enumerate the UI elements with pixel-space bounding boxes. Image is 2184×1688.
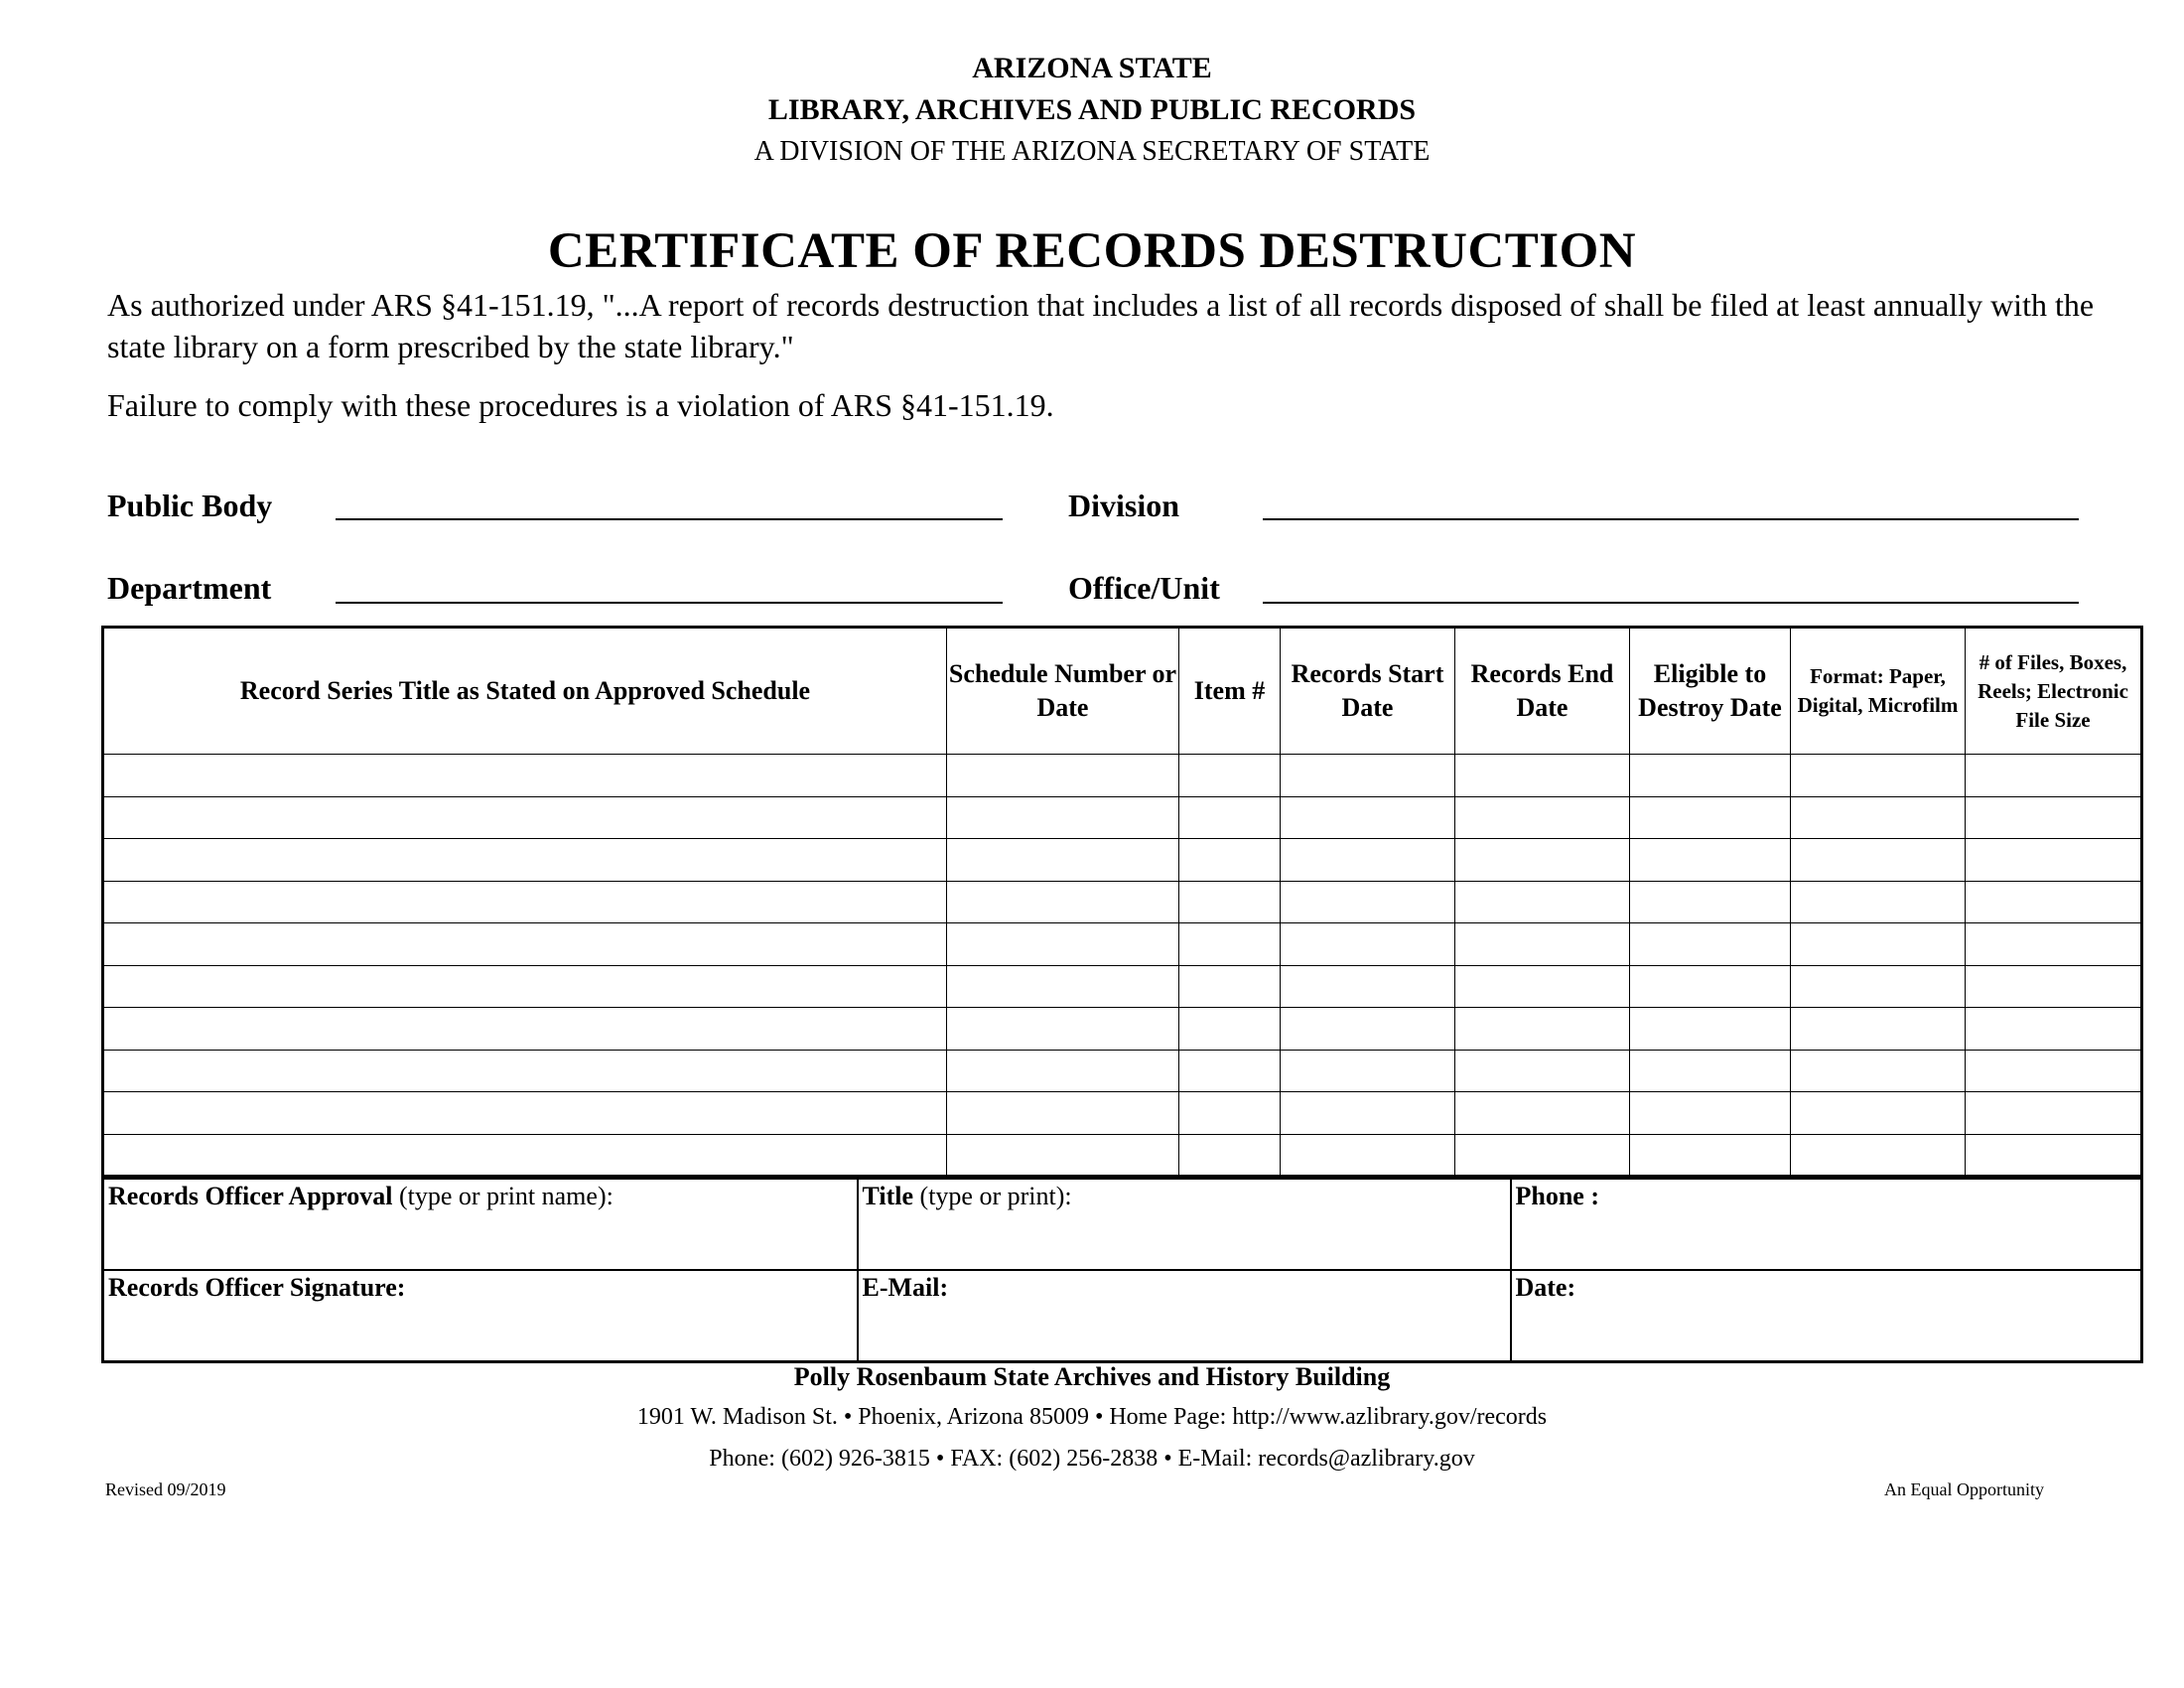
- table-cell[interactable]: [1630, 796, 1791, 839]
- table-cell[interactable]: [1630, 965, 1791, 1008]
- table-cell[interactable]: [1455, 755, 1630, 797]
- table-cell[interactable]: [1455, 1092, 1630, 1135]
- title-hint: (type or print):: [913, 1182, 1072, 1210]
- table-cell[interactable]: [1966, 1092, 2142, 1135]
- table-cell[interactable]: [1966, 881, 2142, 923]
- table-cell[interactable]: [1966, 839, 2142, 882]
- table-cell[interactable]: [1179, 1008, 1281, 1051]
- table-cell[interactable]: [1630, 1092, 1791, 1135]
- table-cell[interactable]: [1791, 1008, 1966, 1051]
- table-cell[interactable]: [1455, 839, 1630, 882]
- table-cell[interactable]: [103, 1008, 947, 1051]
- public-body-label: Public Body: [107, 488, 273, 523]
- table-cell[interactable]: [1791, 881, 1966, 923]
- table-cell[interactable]: [1281, 881, 1455, 923]
- table-cell[interactable]: [1281, 1008, 1455, 1051]
- date-field[interactable]: [1511, 1270, 2142, 1362]
- equal-opportunity-note: An Equal Opportunity: [1884, 1479, 2044, 1499]
- table-row: [103, 839, 2142, 882]
- table-cell[interactable]: [1455, 796, 1630, 839]
- table-cell[interactable]: [1455, 1134, 1630, 1177]
- officer-title-field[interactable]: [858, 1179, 1511, 1271]
- table-cell[interactable]: [1179, 839, 1281, 882]
- table-cell[interactable]: [1630, 755, 1791, 797]
- records-officer-signature-field[interactable]: [103, 1270, 858, 1362]
- table-cell[interactable]: [103, 755, 947, 797]
- table-cell[interactable]: [1179, 1134, 1281, 1177]
- table-row: [103, 1008, 2142, 1051]
- table-cell[interactable]: [947, 923, 1179, 966]
- table-cell[interactable]: [947, 796, 1179, 839]
- column-header-format: Format: Paper, Digital, Microfilm: [1791, 628, 1966, 755]
- column-header-item-number: Item #: [1179, 628, 1281, 755]
- table-cell[interactable]: [1966, 923, 2142, 966]
- signature-block: [101, 1177, 2143, 1363]
- table-cell[interactable]: [1966, 796, 2142, 839]
- records-officer-approval-field[interactable]: [103, 1179, 858, 1271]
- table-cell[interactable]: [1281, 1134, 1455, 1177]
- table-cell[interactable]: [1791, 923, 1966, 966]
- department-field[interactable]: [336, 602, 1003, 604]
- table-cell[interactable]: [1630, 1008, 1791, 1051]
- table-cell[interactable]: [1791, 1134, 1966, 1177]
- table-cell[interactable]: [1179, 923, 1281, 966]
- contact-line: Phone: (602) 926-3815 • FAX: (602) 256-2838 • E-Mail: records@azlibrary.gov: [709, 1446, 1475, 1472]
- table-cell[interactable]: [947, 1134, 1179, 1177]
- table-row: [103, 1050, 2142, 1092]
- table-cell[interactable]: [1455, 965, 1630, 1008]
- authorization-text: As authorized under ARS §41-151.19, "...A report of records destruction that includes a list of all records disposed of shall be filed at least annually with the state library on a form prescribed by the state library.": [107, 287, 2095, 364]
- table-cell[interactable]: [1966, 1134, 2142, 1177]
- table-header-row: [103, 628, 2142, 755]
- table-cell[interactable]: [947, 1092, 1179, 1135]
- public-body-field[interactable]: [336, 518, 1003, 520]
- email-label: E-Mail:: [862, 1273, 949, 1302]
- table-cell[interactable]: [103, 1134, 947, 1177]
- table-cell[interactable]: [947, 839, 1179, 882]
- table-cell[interactable]: [103, 923, 947, 966]
- table-cell[interactable]: [103, 1050, 947, 1092]
- table-cell[interactable]: [1455, 1008, 1630, 1051]
- table-cell[interactable]: [1630, 1134, 1791, 1177]
- table-cell[interactable]: [947, 755, 1179, 797]
- agency-name: ARIZONA STATE: [972, 52, 1212, 84]
- office-unit-label: Office/Unit: [1068, 570, 1220, 606]
- table-cell[interactable]: [1966, 755, 2142, 797]
- revision-date: Revised 09/2019: [105, 1479, 226, 1499]
- table-row: [103, 965, 2142, 1008]
- table-cell[interactable]: [1455, 881, 1630, 923]
- phone-label: Phone :: [1515, 1182, 1599, 1210]
- table-row: [103, 796, 2142, 839]
- table-cell[interactable]: [1791, 1050, 1966, 1092]
- table-cell[interactable]: [1281, 796, 1455, 839]
- table-cell[interactable]: [1630, 839, 1791, 882]
- table-row: [103, 923, 2142, 966]
- table-cell[interactable]: [103, 1092, 947, 1135]
- table-cell[interactable]: [103, 881, 947, 923]
- phone-field[interactable]: [1511, 1179, 2142, 1271]
- table-row: [103, 755, 2142, 797]
- email-field[interactable]: [858, 1270, 1511, 1362]
- column-header-eligible-date: Eligible to Destroy Date: [1630, 628, 1791, 755]
- table-cell[interactable]: [1281, 1092, 1455, 1135]
- table-cell[interactable]: [103, 839, 947, 882]
- table-cell[interactable]: [1281, 1050, 1455, 1092]
- office-unit-field[interactable]: [1263, 602, 2079, 604]
- table-row: [103, 1092, 2142, 1135]
- table-cell[interactable]: [1791, 839, 1966, 882]
- column-header-series-title: Record Series Title as Stated on Approved Schedule: [103, 628, 947, 755]
- table-row: [103, 881, 2142, 923]
- table-cell[interactable]: [1179, 965, 1281, 1008]
- table-cell[interactable]: [1966, 965, 2142, 1008]
- division-label: Division: [1068, 488, 1180, 523]
- table-cell[interactable]: [1791, 755, 1966, 797]
- title-label: Title: [862, 1182, 914, 1210]
- table-cell[interactable]: [1966, 1050, 2142, 1092]
- approval-label: Records Officer Approval: [108, 1182, 393, 1210]
- table-cell[interactable]: [1179, 755, 1281, 797]
- table-cell[interactable]: [1179, 1050, 1281, 1092]
- approval-hint: (type or print name):: [392, 1182, 614, 1210]
- table-cell[interactable]: [947, 1050, 1179, 1092]
- table-cell[interactable]: [1179, 796, 1281, 839]
- table-cell[interactable]: [103, 965, 947, 1008]
- column-header-schedule-number: Schedule Number or Date: [947, 628, 1179, 755]
- column-header-file-count: # of Files, Boxes, Reels; Electronic File Size: [1966, 628, 2142, 755]
- date-label: Date:: [1515, 1273, 1576, 1302]
- table-cell[interactable]: [1630, 923, 1791, 966]
- table-cell[interactable]: [1281, 755, 1455, 797]
- table-cell[interactable]: [1179, 881, 1281, 923]
- division-field[interactable]: [1263, 518, 2079, 520]
- table-cell[interactable]: [1281, 923, 1455, 966]
- table-cell[interactable]: [1455, 1050, 1630, 1092]
- signature-label: Records Officer Signature:: [108, 1273, 406, 1302]
- table-cell[interactable]: [103, 796, 947, 839]
- table-row: [103, 1134, 2142, 1177]
- records-table: [101, 626, 2143, 1178]
- table-cell[interactable]: [947, 1008, 1179, 1051]
- table-cell[interactable]: [1791, 965, 1966, 1008]
- building-name: Polly Rosenbaum State Archives and History Building: [793, 1362, 1391, 1391]
- address-line: 1901 W. Madison St. • Phoenix, Arizona 85009 • Home Page: http://www.azlibrary.gov/records: [636, 1404, 1548, 1430]
- table-cell[interactable]: [1179, 1092, 1281, 1135]
- column-header-start-date: Records Start Date: [1281, 628, 1455, 755]
- table-cell[interactable]: [1630, 881, 1791, 923]
- violation-warning: Failure to comply with these procedures is a violation of ARS §41-151.19.: [107, 387, 1054, 423]
- table-cell[interactable]: [1791, 796, 1966, 839]
- agency-department: LIBRARY, ARCHIVES AND PUBLIC RECORDS: [767, 93, 1417, 126]
- table-cell[interactable]: [1630, 1050, 1791, 1092]
- table-cell[interactable]: [1281, 839, 1455, 882]
- table-cell[interactable]: [947, 965, 1179, 1008]
- table-cell[interactable]: [947, 881, 1179, 923]
- table-cell[interactable]: [1281, 965, 1455, 1008]
- table-cell[interactable]: [1966, 1008, 2142, 1051]
- agency-division: A DIVISION OF THE ARIZONA SECRETARY OF STATE: [753, 136, 1431, 167]
- form-title: CERTIFICATE OF RECORDS DESTRUCTION: [547, 223, 1637, 279]
- column-header-end-date: Records End Date: [1455, 628, 1630, 755]
- table-cell[interactable]: [1455, 923, 1630, 966]
- table-cell[interactable]: [1791, 1092, 1966, 1135]
- department-label: Department: [107, 570, 272, 606]
